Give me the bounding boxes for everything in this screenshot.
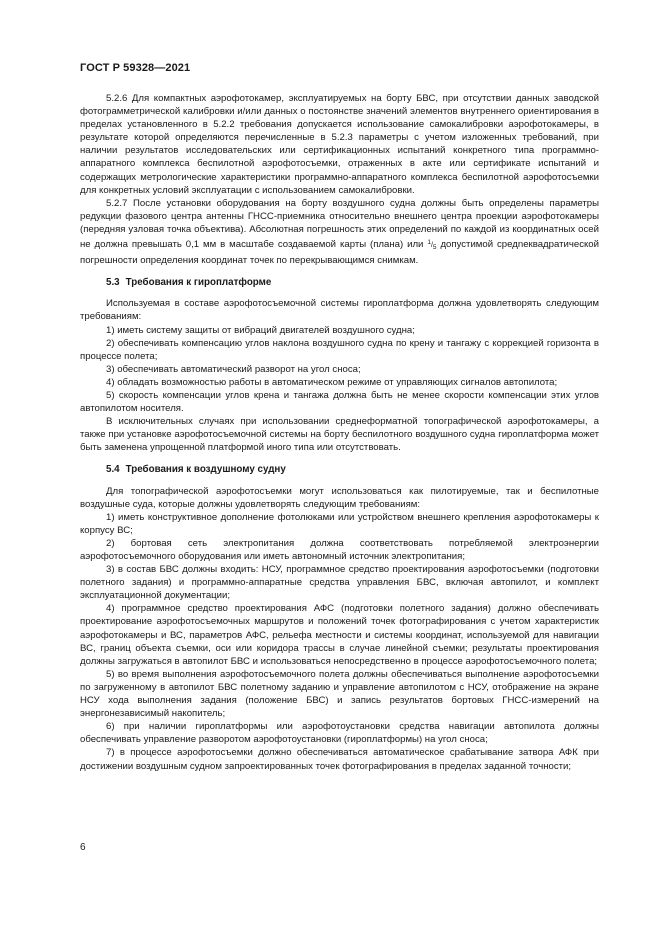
section-title: Требования к гироплатформе — [125, 277, 272, 289]
paragraph-5-2-7-text-a: 5.2.7 После установки оборудования на борту воздушного судна должны быть определены параметры редукции фазового центра антенны ГНСС-приемника относительно внешнего центра проекции аэрофотокамеры (передняя узловая точка объектива). Абсолютная погрешность этих определений по каждой из координатных осей не должна превышать 0,1 мм в масштабе создаваемой карты (плана) или — [80, 197, 599, 251]
list-item: 3) обеспечивать автоматический разворот на угол сноса; — [106, 363, 361, 375]
fraction-denominator: 5 — [432, 244, 437, 252]
fraction-numerator: 1 — [427, 239, 431, 247]
document-body — [80, 92, 599, 773]
section-number: 5.4 — [106, 464, 120, 476]
list-item: 7) в процессе аэрофотосъемки должно обеспечиваться автоматическое срабатывание затвора АФК при достижении воздушным судном запроектированных точек фотографирования в пределах заданной точности; — [80, 747, 599, 772]
section-5-3-note: В исключительных случаях при использовании среднеформатной топографической аэрофотокамеры, а также при установке аэрофотосъемочной системы на борту беспилотного воздушного судна гироплатформа может быть заменена упрощенной платформой иного типа или отсутствовать. — [80, 416, 599, 454]
list-item: 4) программное средство проектирования АФС (подготовки полетного задания) должно обеспечивать проектирование аэрофотосъемочных маршрутов и положений точек фотографирования с учетом характеристик аэрофотокамеры и ВС, параметров АФС, рельефа местности и системы координат, используемой для навигации ВС, границ объекта съемки, оси или коридора трассы в случае линейной съемки; результаты проектирования должны загружаться в автопилот БВС и использоваться непосредственно в процессе аэрофотосъемочного полета; — [80, 603, 599, 667]
section-title: Требования к воздушному судну — [125, 464, 286, 476]
fraction-one-fifth: $^1/_5$ — [427, 239, 437, 252]
list-item: 1) иметь систему защиты от вибраций двигателей воздушного судна; — [106, 324, 415, 336]
standard-code-header: ГОСТ Р 59328—2021 — [80, 62, 191, 74]
list-item: 1) иметь конструктивное дополнение фотолюками или устройством внешнего крепления аэрофотокамеры к корпусу ВС; — [80, 511, 599, 536]
paragraph-5-2-7-text-b: допустимой средneквадратической погрешности определения координат точек по перекрывающимся снимкам. — [80, 239, 599, 267]
section-heading-5-3 — [80, 276, 599, 289]
section-number: 5.3 — [106, 277, 120, 289]
section-heading-5-4 — [80, 463, 599, 476]
page-number: 6 — [80, 842, 86, 853]
list-item: 2) бортовая сеть электропитания должна соответствовать потребляемой электроэнергии аэрофотосъемочного оборудования или иметь автономный источник электропитания; — [80, 537, 599, 562]
section-5-4-intro: Для топографической аэрофотосъемки могут использоваться как пилотируемые, так и беспилотные воздушные суда, которые должны удовлетворять следующим требованиям: — [80, 485, 599, 510]
paragraph-5-2-6: 5.2.6 Для компактных аэрофотокамер, эксплуатируемых на борту БВС, при отсутствии данных заводской фотограмметрической калибровки и/или данных о постоянстве значений элементов внутреннего ориентирования в пределах установленного в 5.2.2 требования допускается использование самокалибровки аэрофотокамеры, в результате которой определяются перечисленные в 5.2.3 параметры с учетом изложенных требований, при наличии результатов исследовательских или сертификационных испытаний конкретного типа программно-аппаратного комплекса беспилотной аэрофотосъемки, отраженных в акте или сертификате испытаний и содержащих метрологические характеристики программно-аппаратного комплекса беспилотной аэрофотосъемки для конкретных условий эксплуатации с использованием самокалибровки. — [80, 93, 599, 196]
paragraph-5-2-7 — [80, 197, 599, 267]
list-item: 5) во время выполнения аэрофотосъемочного полета должны обеспечиваться выполнение аэрофотосъемки по загруженному в автопилот БВС полетному заданию и управление автопилотом с НСУ, отображение на экране НСУ хода выполнения задания (положение БВС) и запись результатов бортовых ГНСС-измерений на энергонезависимый накопитель; — [80, 668, 599, 720]
list-item: 6) при наличии гироплатформы или аэрофотоустановки средства навигации автопилота должны обеспечивать управление разворотом аэрофотоустановки (гироплатформы) на угол сноса; — [80, 721, 599, 746]
section-5-3-intro: Используемая в составе аэрофотосъемочной системы гироплатформа должна удовлетворять следующим требованиям: — [80, 298, 599, 323]
list-item: 2) обеспечивать компенсацию углов наклона воздушного судна по крену и тангажу с коррекцией горизонта в процессе полета; — [80, 337, 599, 362]
list-item: 4) обладать возможностью работы в автоматическом режиме от управляющих сигналов автопилота; — [106, 376, 558, 388]
list-item: 3) в состав БВС должны входить: НСУ, программное средство проектирования аэрофотосъемки (подготовки полетного задания) и программно-аппаратные средства управления БВС, включая автопилот, и комплект эксплуатационной документации; — [80, 564, 599, 602]
list-item: 5) скорость компенсации углов крена и тангажа должна быть не менее скорости компенсации этих углов автопилотом носителя. — [80, 389, 599, 415]
